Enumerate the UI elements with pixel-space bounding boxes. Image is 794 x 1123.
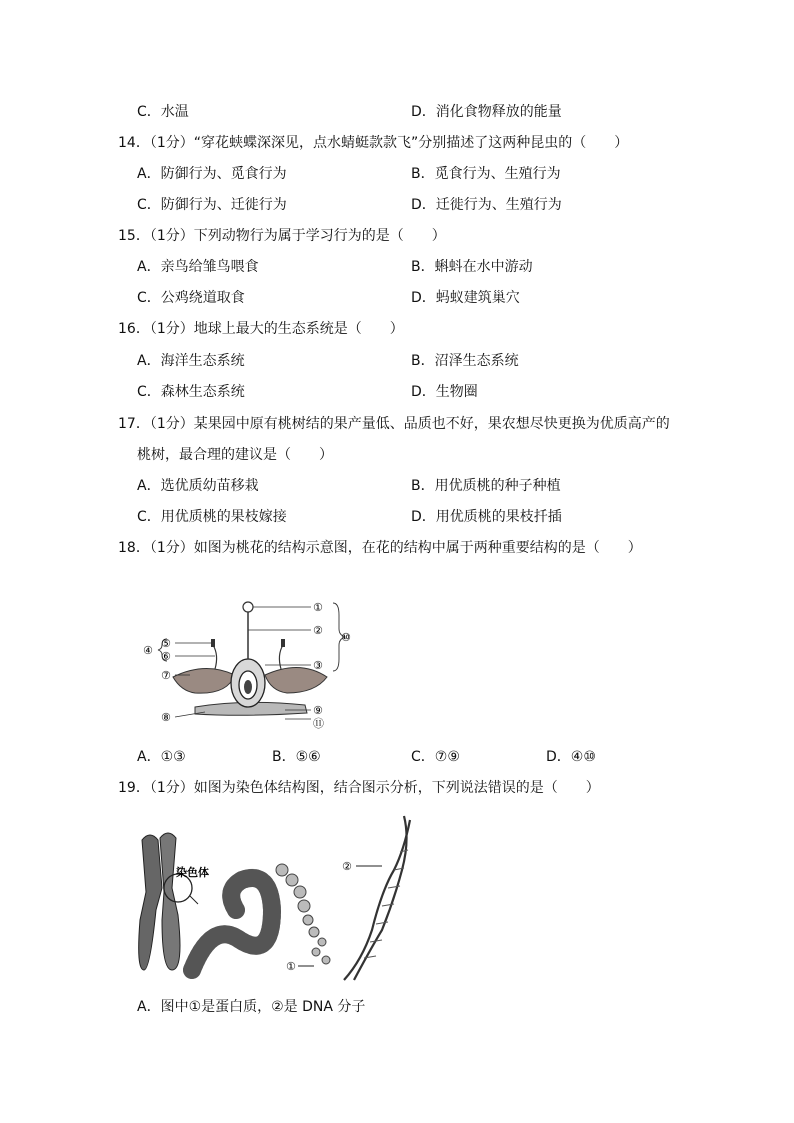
q15-option-a: A．亲鸟给雏鸟喂食 — [137, 259, 259, 275]
flower-label-2: ② — [313, 624, 323, 637]
flower-label-7: ⑦ — [161, 669, 171, 682]
q17-stem-line2: 桃树，最合理的建议是（ ） — [137, 447, 333, 463]
q14-option-a: A．防御行为、觅食行为 — [137, 166, 287, 182]
q18-option-b: B．⑤⑥ — [272, 749, 321, 765]
flower-label-11: ⑪ — [313, 717, 324, 730]
q17-option-d: D．用优质桃的果枝扦插 — [411, 509, 562, 525]
flower-label-1: ① — [313, 601, 323, 614]
q16-option-a: A．海洋生态系统 — [137, 353, 245, 369]
q15-option-b: B．蝌蚪在水中游动 — [411, 259, 533, 275]
chromosome-label-2: ② — [342, 860, 352, 873]
q14-stem: 14．（1分）“穿花蛱蝶深深见，点水蜻蜓款款飞”分别描述了这两种昆虫的（ ） — [118, 135, 629, 151]
q15-stem: 15．（1分）下列动物行为属于学习行为的是（ ） — [118, 228, 446, 244]
q17-stem-line1: 17．（1分）某果园中原有桃树结的果产量低、品质也不好，果农想尽快更换为优质高产的 — [118, 416, 670, 432]
q18-option-d: D．④⑩ — [546, 749, 596, 765]
q16-option-c: C．森林生态系统 — [137, 384, 245, 400]
q18-option-a: A．①③ — [137, 749, 186, 765]
flower-label-8: ⑧ — [161, 711, 171, 724]
flower-label-6: ⑥ — [161, 650, 171, 663]
peach-flower-diagram — [135, 595, 355, 735]
q18-option-c: C．⑦⑨ — [411, 749, 460, 765]
q13-option-c: C．水温 — [137, 104, 189, 120]
q14-option-c: C．防御行为、迁徙行为 — [137, 197, 287, 213]
q19-option-a: A．图中①是蛋白质，②是 DNA 分子 — [137, 999, 366, 1015]
flower-label-4: ④ — [143, 644, 153, 657]
q15-option-d: D．蚂蚁建筑巢穴 — [411, 290, 520, 306]
q17-option-c: C．用优质桃的果枝嫁接 — [137, 509, 287, 525]
q16-option-d: D．生物圈 — [411, 384, 478, 400]
q17-option-b: B．用优质桃的种子种植 — [411, 478, 561, 494]
q16-option-b: B．沼泽生态系统 — [411, 353, 519, 369]
q17-option-a: A．选优质幼苗移栽 — [137, 478, 259, 494]
q16-stem: 16．（1分）地球上最大的生态系统是（ ） — [118, 321, 404, 337]
q14-option-d: D．迁徙行为、生殖行为 — [411, 197, 562, 213]
q15-option-c: C．公鸡绕道取食 — [137, 290, 245, 306]
chromosome-label-1: ① — [286, 960, 296, 973]
flower-label-9: ⑨ — [313, 704, 323, 717]
q19-stem: 19．（1分）如图为染色体结构图，结合图示分析，下列说法错误的是（ ） — [118, 780, 600, 796]
chromosome-label: 染色体 — [176, 866, 209, 879]
chromosome-structure-diagram — [132, 810, 422, 985]
q13-option-d: D．消化食物释放的能量 — [411, 104, 562, 120]
q14-option-b: B．觅食行为、生殖行为 — [411, 166, 561, 182]
q18-stem: 18．（1分）如图为桃花的结构示意图，在花的结构中属于两种重要结构的是（ ） — [118, 540, 642, 556]
flower-label-3: ③ — [313, 659, 323, 672]
flower-label-10: ⑩ — [341, 631, 351, 644]
flower-label-5: ⑤ — [161, 637, 171, 650]
